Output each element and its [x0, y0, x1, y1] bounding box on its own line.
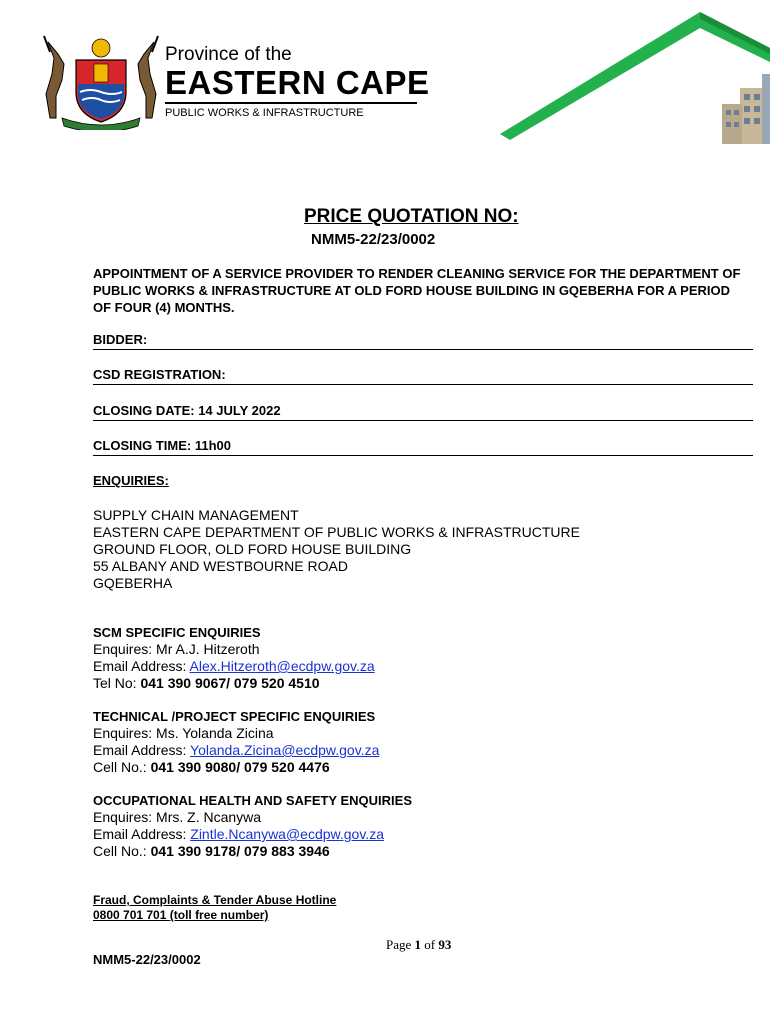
- closing-date-field: [93, 403, 753, 421]
- ohs-cell: 041 390 9178/ 079 883 3946: [150, 843, 330, 859]
- roof-building-graphic: [500, 4, 770, 144]
- scm-heading: SCM SPECIFIC ENQUIRIES: [93, 625, 261, 640]
- org-line-1: Province of the: [165, 44, 292, 65]
- appointment-description: APPOINTMENT OF A SERVICE PROVIDER TO RENDER CLEANING SERVICE FOR THE DEPARTMENT OF PUBLIC WORKS & INFRASTRUCTURE AT OLD FORD HOUSE BUILDING IN GQEBERHA FOR A PERIOD OF FOUR (4) MONTHS.: [93, 266, 741, 315]
- address-line: SUPPLY CHAIN MANAGEMENT: [93, 507, 299, 523]
- closing-time-field: [93, 438, 753, 456]
- address-line: EASTERN CAPE DEPARTMENT OF PUBLIC WORKS & INFRASTRUCTURE: [93, 524, 580, 540]
- organisation-name: [165, 44, 430, 120]
- bidder-field: [93, 332, 753, 350]
- scm-tel-label: Tel No:: [93, 675, 141, 691]
- hotline-number: 0800 701 701 (toll free number): [93, 908, 269, 922]
- technical-heading: TECHNICAL /PROJECT SPECIFIC ENQUIRIES: [93, 709, 376, 724]
- coat-of-arms-logo: [38, 34, 164, 130]
- scm-email-label: Email Address:: [93, 658, 190, 674]
- page-total: 93: [438, 937, 452, 952]
- enquiries-heading: ENQUIRIES:: [93, 473, 169, 488]
- hotline-title: Fraud, Complaints & Tender Abuse Hotline: [93, 893, 337, 907]
- address-line: GQEBERHA: [93, 575, 173, 591]
- org-line-2: EASTERN CAPE: [165, 64, 430, 101]
- technical-email-link[interactable]: Yolanda.Zicina@ecdpw.gov.za: [190, 742, 380, 758]
- bidder-label: BIDDER:: [93, 332, 148, 347]
- technical-cell: 041 390 9080/ 079 520 4476: [150, 759, 330, 775]
- fraud-hotline: [93, 893, 336, 923]
- csd-label: CSD REGISTRATION:: [93, 367, 226, 382]
- page-prefix: Page: [386, 937, 415, 952]
- address-line: 55 ALBANY AND WESTBOURNE ROAD: [93, 558, 348, 574]
- technical-cell-label: Cell No.:: [93, 759, 151, 775]
- ohs-email-label: Email Address:: [93, 826, 191, 842]
- closing-date-label: CLOSING DATE: 14 JULY 2022: [93, 403, 281, 418]
- technical-contact: Enquires: Ms. Yolanda Zicina: [93, 725, 274, 741]
- org-line-3: PUBLIC WORKS & INFRASTRUCTURE: [165, 107, 364, 119]
- footer-reference: NMM5-22/23/0002: [93, 952, 201, 967]
- scm-enquiries-block: [93, 624, 375, 692]
- page-current: 1: [414, 937, 422, 952]
- closing-time-label: CLOSING TIME: 11h00: [93, 438, 231, 453]
- page-of: of: [421, 937, 439, 952]
- ohs-email-link[interactable]: Zintle.Ncanywa@ecdpw.gov.za: [190, 826, 384, 842]
- ohs-enquiries-block: [93, 792, 412, 860]
- ohs-heading: OCCUPATIONAL HEALTH AND SAFETY ENQUIRIES: [93, 793, 412, 808]
- scm-contact: Enquires: Mr A.J. Hitzeroth: [93, 641, 260, 657]
- page-number: [386, 937, 451, 953]
- ohs-cell-label: Cell No.:: [93, 843, 151, 859]
- ohs-contact: Enquires: Mrs. Z. Ncanywa: [93, 809, 262, 825]
- address-block: [93, 507, 580, 592]
- org-divider: [165, 102, 417, 104]
- technical-enquiries-block: [93, 708, 379, 776]
- csd-registration-field: [93, 367, 753, 385]
- quotation-number: NMM5-22/23/0002: [311, 231, 436, 248]
- scm-tel: 041 390 9067/ 079 520 4510: [140, 675, 320, 691]
- document-title: PRICE QUOTATION NO:: [304, 206, 519, 227]
- technical-email-label: Email Address:: [93, 742, 191, 758]
- scm-email-link[interactable]: Alex.Hitzeroth@ecdpw.gov.za: [189, 658, 375, 674]
- address-line: GROUND FLOOR, OLD FORD HOUSE BUILDING: [93, 541, 412, 557]
